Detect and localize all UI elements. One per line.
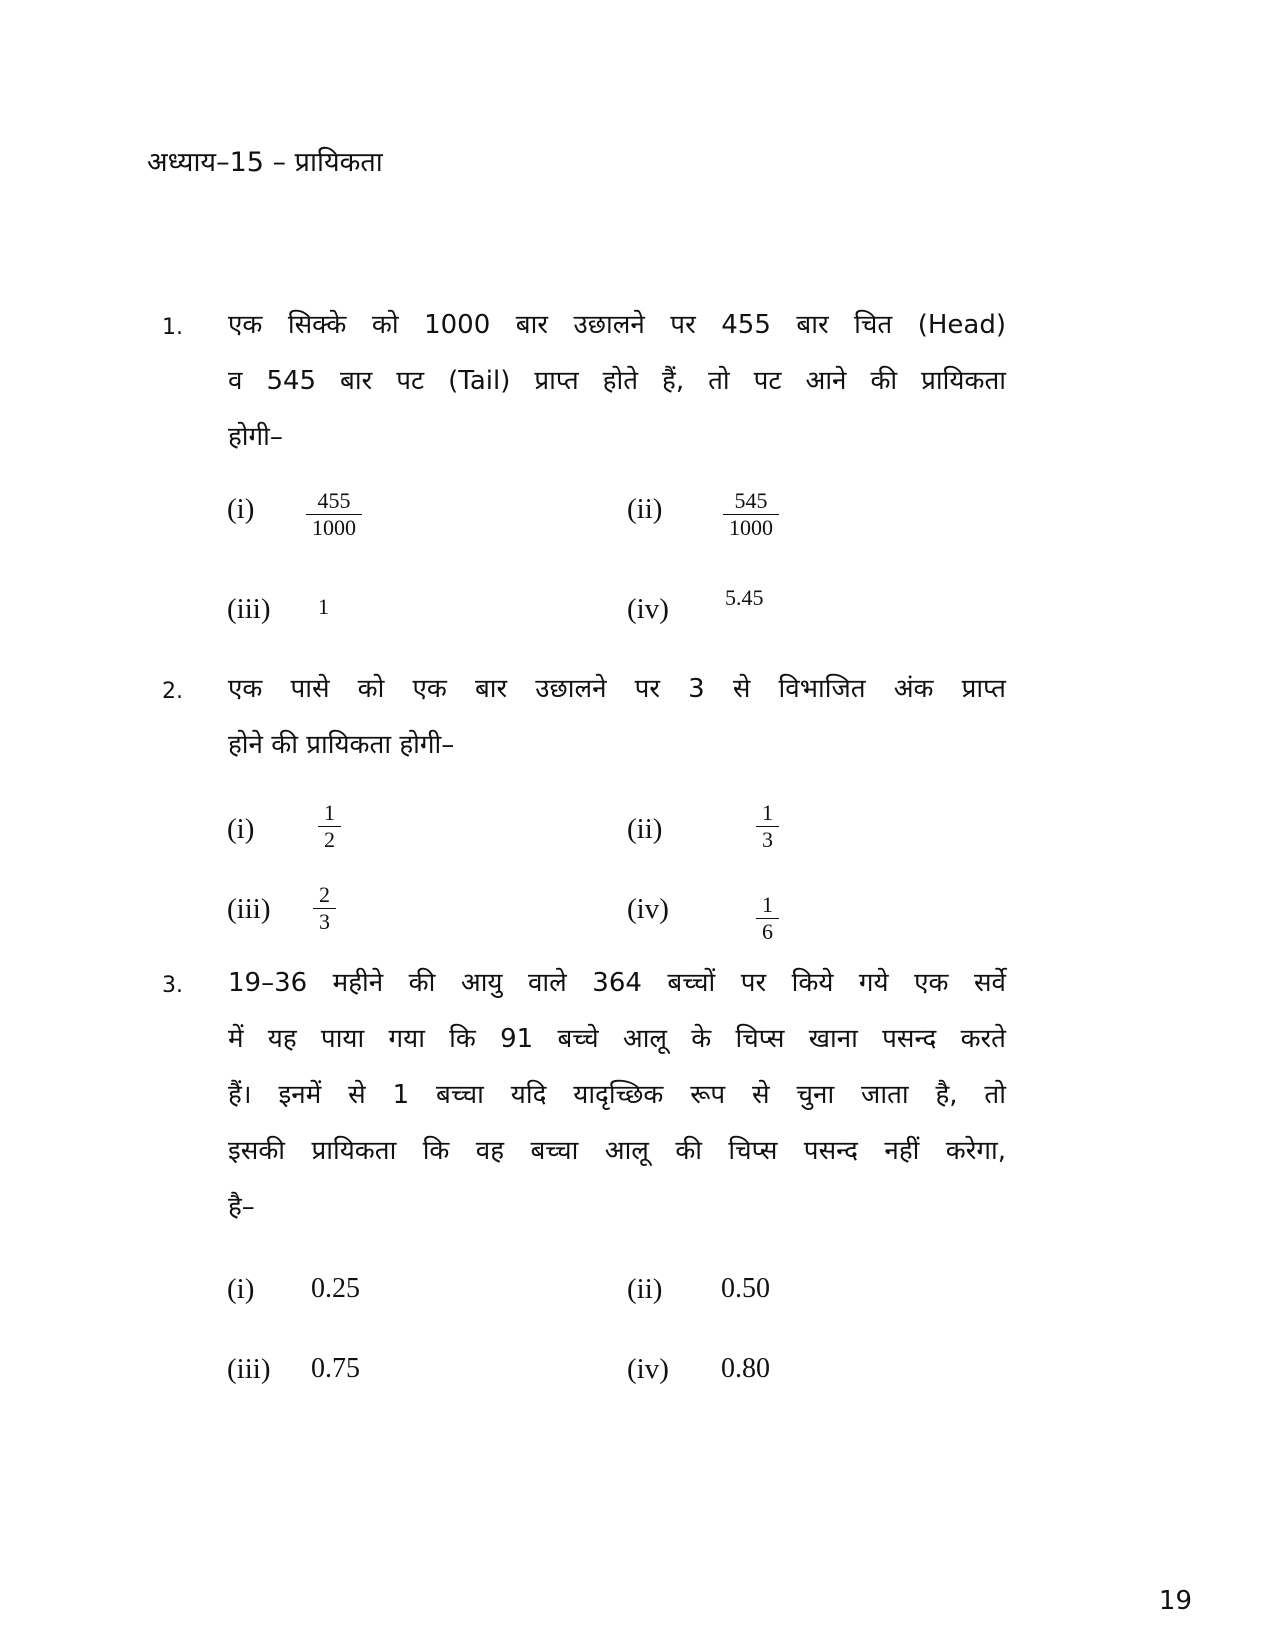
q1-option-i-label: (i) (227, 493, 255, 525)
q1-option-iv-value: 5.45 (725, 585, 764, 610)
fraction-denominator: 3 (762, 827, 773, 852)
fraction-numerator: 455 (306, 488, 362, 515)
chapter-title: अध्याय–15 – प्रायिकता (147, 147, 383, 178)
fraction-numerator: 1 (756, 800, 779, 827)
q2-option-i-label: (i) (227, 813, 255, 845)
fraction-denominator: 6 (762, 919, 773, 944)
question-1-number: 1. (162, 315, 183, 340)
page-number: 19 (1158, 1586, 1192, 1616)
question-3-line-5: है– (228, 1192, 255, 1222)
question-3-line-1: 19–36 महीने की आयु वाले 364 बच्चों पर किये गये एक सर्वे (228, 968, 1006, 998)
q3-option-i-value: 0.25 (311, 1273, 360, 1304)
fraction-numerator: 545 (723, 488, 779, 515)
question-1-line-3: होगी– (228, 422, 283, 452)
q1-option-ii-fraction (723, 488, 779, 541)
q2-option-ii-label: (ii) (627, 813, 663, 845)
question-3-line-2: में यह पाया गया कि 91 बच्चे आलू के चिप्स खाना पसन्द करते (228, 1024, 1006, 1054)
q3-option-ii-label: (ii) (627, 1273, 663, 1305)
q2-option-iii-label: (iii) (227, 893, 271, 925)
question-2-text (228, 661, 1006, 773)
q3-option-i-label: (i) (227, 1273, 255, 1305)
q3-option-iv-value: 0.80 (721, 1353, 770, 1384)
question-1-line-1: एक सिक्के को 1000 बार उछालने पर 455 बार चित (Head) (228, 310, 1006, 340)
question-3-number: 3. (162, 973, 183, 998)
q3-option-iii-value: 0.75 (311, 1353, 360, 1384)
q2-option-iii-fraction (313, 882, 336, 935)
fraction-numerator: 2 (313, 882, 336, 909)
q2-option-iv-label: (iv) (627, 893, 669, 925)
question-2-line-2: होने की प्रायिकता होगी– (228, 730, 455, 760)
q1-option-i-fraction (306, 488, 362, 541)
q1-option-iv-label: (iv) (627, 593, 669, 625)
question-3-line-4: इसकी प्रायिकता कि वह बच्चा आलू की चिप्स पसन्द नहीं करेगा, (228, 1136, 1006, 1166)
fraction-denominator: 1000 (729, 515, 773, 540)
q1-option-ii-label: (ii) (627, 493, 663, 525)
fraction-numerator: 1 (756, 892, 779, 919)
q1-option-iii-value: 1 (318, 594, 329, 619)
question-3-text (228, 955, 1006, 1235)
fraction-denominator: 1000 (312, 515, 356, 540)
q2-option-ii-fraction (756, 800, 779, 853)
question-3-line-3: हैं। इनमें से 1 बच्चा यदि यादृच्छिक रूप से चुना जाता है, तो (228, 1080, 1006, 1110)
fraction-denominator: 2 (324, 827, 335, 852)
q2-option-iv-fraction (756, 892, 779, 945)
q2-option-i-fraction (318, 800, 341, 853)
fraction-numerator: 1 (318, 800, 341, 827)
q1-option-iii-label: (iii) (227, 593, 271, 625)
q3-option-ii-value: 0.50 (721, 1273, 770, 1304)
q3-option-iv-label: (iv) (627, 1353, 669, 1385)
question-1-text (228, 297, 1006, 465)
fraction-denominator: 3 (319, 909, 330, 934)
question-2-line-1: एक पासे को एक बार उछालने पर 3 से विभाजित अंक प्राप्त (228, 674, 1006, 704)
question-2-number: 2. (162, 679, 183, 704)
q3-option-iii-label: (iii) (227, 1353, 271, 1385)
question-1-line-2: व 545 बार पट (Tail) प्राप्त होते हैं, तो पट आने की प्रायिकता (228, 366, 1006, 396)
